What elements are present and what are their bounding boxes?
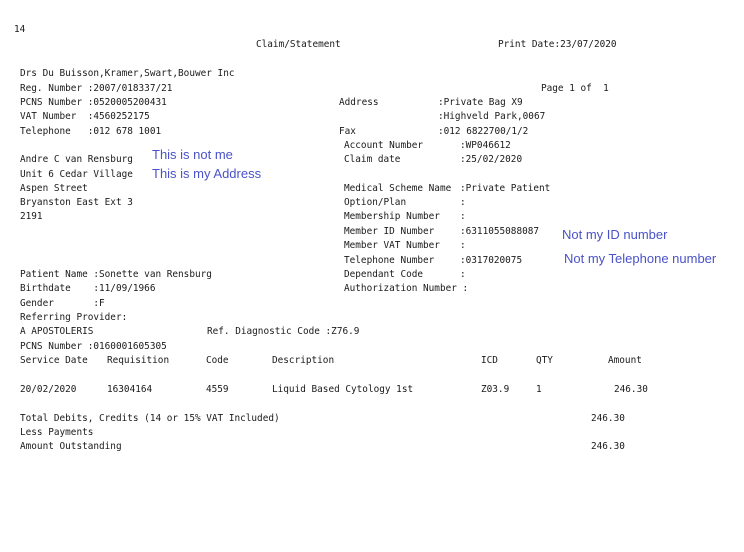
- address-line2: :Highveld Park,0067: [438, 111, 546, 122]
- recipient-address-line: Bryanston East Ext 3: [20, 197, 133, 208]
- row-amount: 246.30: [614, 384, 648, 395]
- account-number-label: Account Number: [344, 140, 424, 151]
- payments-label: Less Payments: [20, 427, 94, 438]
- recipient-address-line: Unit 6 Cedar Village: [20, 169, 133, 180]
- membership-value: :: [460, 211, 466, 222]
- fax-label: Fax: [339, 126, 356, 137]
- referring-provider-name: A APOSTOLERIS: [20, 326, 94, 337]
- scheme-label: Medical Scheme Name: [344, 183, 452, 194]
- annotation-my-address: This is my Address: [152, 166, 262, 181]
- address-label: Address: [339, 97, 379, 108]
- col-qty: QTY: [536, 355, 553, 366]
- address-line1: :Private Bag X9: [438, 97, 523, 108]
- member-vat-label: Member VAT Number: [344, 240, 440, 251]
- dependant-value: :: [460, 269, 466, 280]
- referring-provider-label: Referring Provider:: [20, 312, 128, 323]
- diagnostic-code: Ref. Diagnostic Code :Z76.9: [207, 326, 360, 337]
- row-description: Liquid Based Cytology 1st: [272, 384, 414, 395]
- scheme-value: :Private Patient: [460, 183, 551, 194]
- col-description: Description: [272, 355, 335, 366]
- col-icd: ICD: [481, 355, 498, 366]
- recipient-postal-code: 2191: [20, 211, 43, 222]
- member-telephone-label: Telephone Number: [344, 255, 435, 266]
- fax-value: :012 6822700/1/2: [438, 126, 529, 137]
- claim-date-value: :25/02/2020: [460, 154, 523, 165]
- member-telephone-value: :0317020075: [460, 255, 523, 266]
- page-info: Page 1 of 1: [541, 83, 609, 94]
- row-requisition: 16304164: [107, 384, 153, 395]
- claim-date-label: Claim date: [344, 154, 401, 165]
- member-vat-value: :: [460, 240, 466, 251]
- account-number-value: :WP046612: [460, 140, 511, 151]
- row-qty: 1: [536, 384, 542, 395]
- recipient-name: Andre C van Rensburg: [20, 154, 133, 165]
- col-service-date: Service Date: [20, 355, 88, 366]
- col-amount: Amount: [608, 355, 642, 366]
- recipient-address-line: Aspen Street: [20, 183, 88, 194]
- annotation-not-my-telephone: Not my Telephone number: [564, 251, 717, 266]
- authorization-label: Authorization Number :: [344, 283, 469, 294]
- total-label: Total Debits, Credits (14 or 15% VAT Included): [20, 413, 280, 424]
- page-number: 14: [14, 24, 26, 35]
- member-id-label: Member ID Number: [344, 226, 435, 237]
- outstanding-label: Amount Outstanding: [20, 441, 122, 452]
- col-requisition: Requisition: [107, 355, 170, 366]
- pcns-number: PCNS Number :0520005200431: [20, 97, 167, 108]
- practice-name: Drs Du Buisson,Kramer,Swart,Bouwer Inc: [20, 68, 235, 79]
- total-value: 246.30: [591, 413, 625, 424]
- document-title: Claim/Statement: [256, 39, 341, 50]
- outstanding-value: 246.30: [591, 441, 625, 452]
- patient-gender: Gender :F: [20, 298, 105, 309]
- patient-name: Patient Name :Sonette van Rensburg: [20, 269, 212, 280]
- provider-pcns: PCNS Number :0160001605305: [20, 341, 167, 352]
- col-code: Code: [206, 355, 229, 366]
- option-value: :: [460, 197, 466, 208]
- row-code: 4559: [206, 384, 229, 395]
- membership-label: Membership Number: [344, 211, 440, 222]
- print-date: Print Date:23/07/2020: [498, 39, 617, 50]
- practice-telephone: Telephone :012 678 1001: [20, 126, 162, 137]
- option-label: Option/Plan: [344, 197, 407, 208]
- vat-number: VAT Number :4560252175: [20, 111, 150, 122]
- reg-number: Reg. Number :2007/018337/21: [20, 83, 173, 94]
- member-id-value: :6311055088087: [460, 226, 540, 237]
- dependant-label: Dependant Code: [344, 269, 424, 280]
- annotation-not-my-id: Not my ID number: [562, 227, 668, 242]
- patient-birthdate: Birthdate :11/09/1966: [20, 283, 156, 294]
- row-icd: Z03.9: [481, 384, 510, 395]
- annotation-not-me: This is not me: [152, 147, 233, 162]
- row-service-date: 20/02/2020: [20, 384, 77, 395]
